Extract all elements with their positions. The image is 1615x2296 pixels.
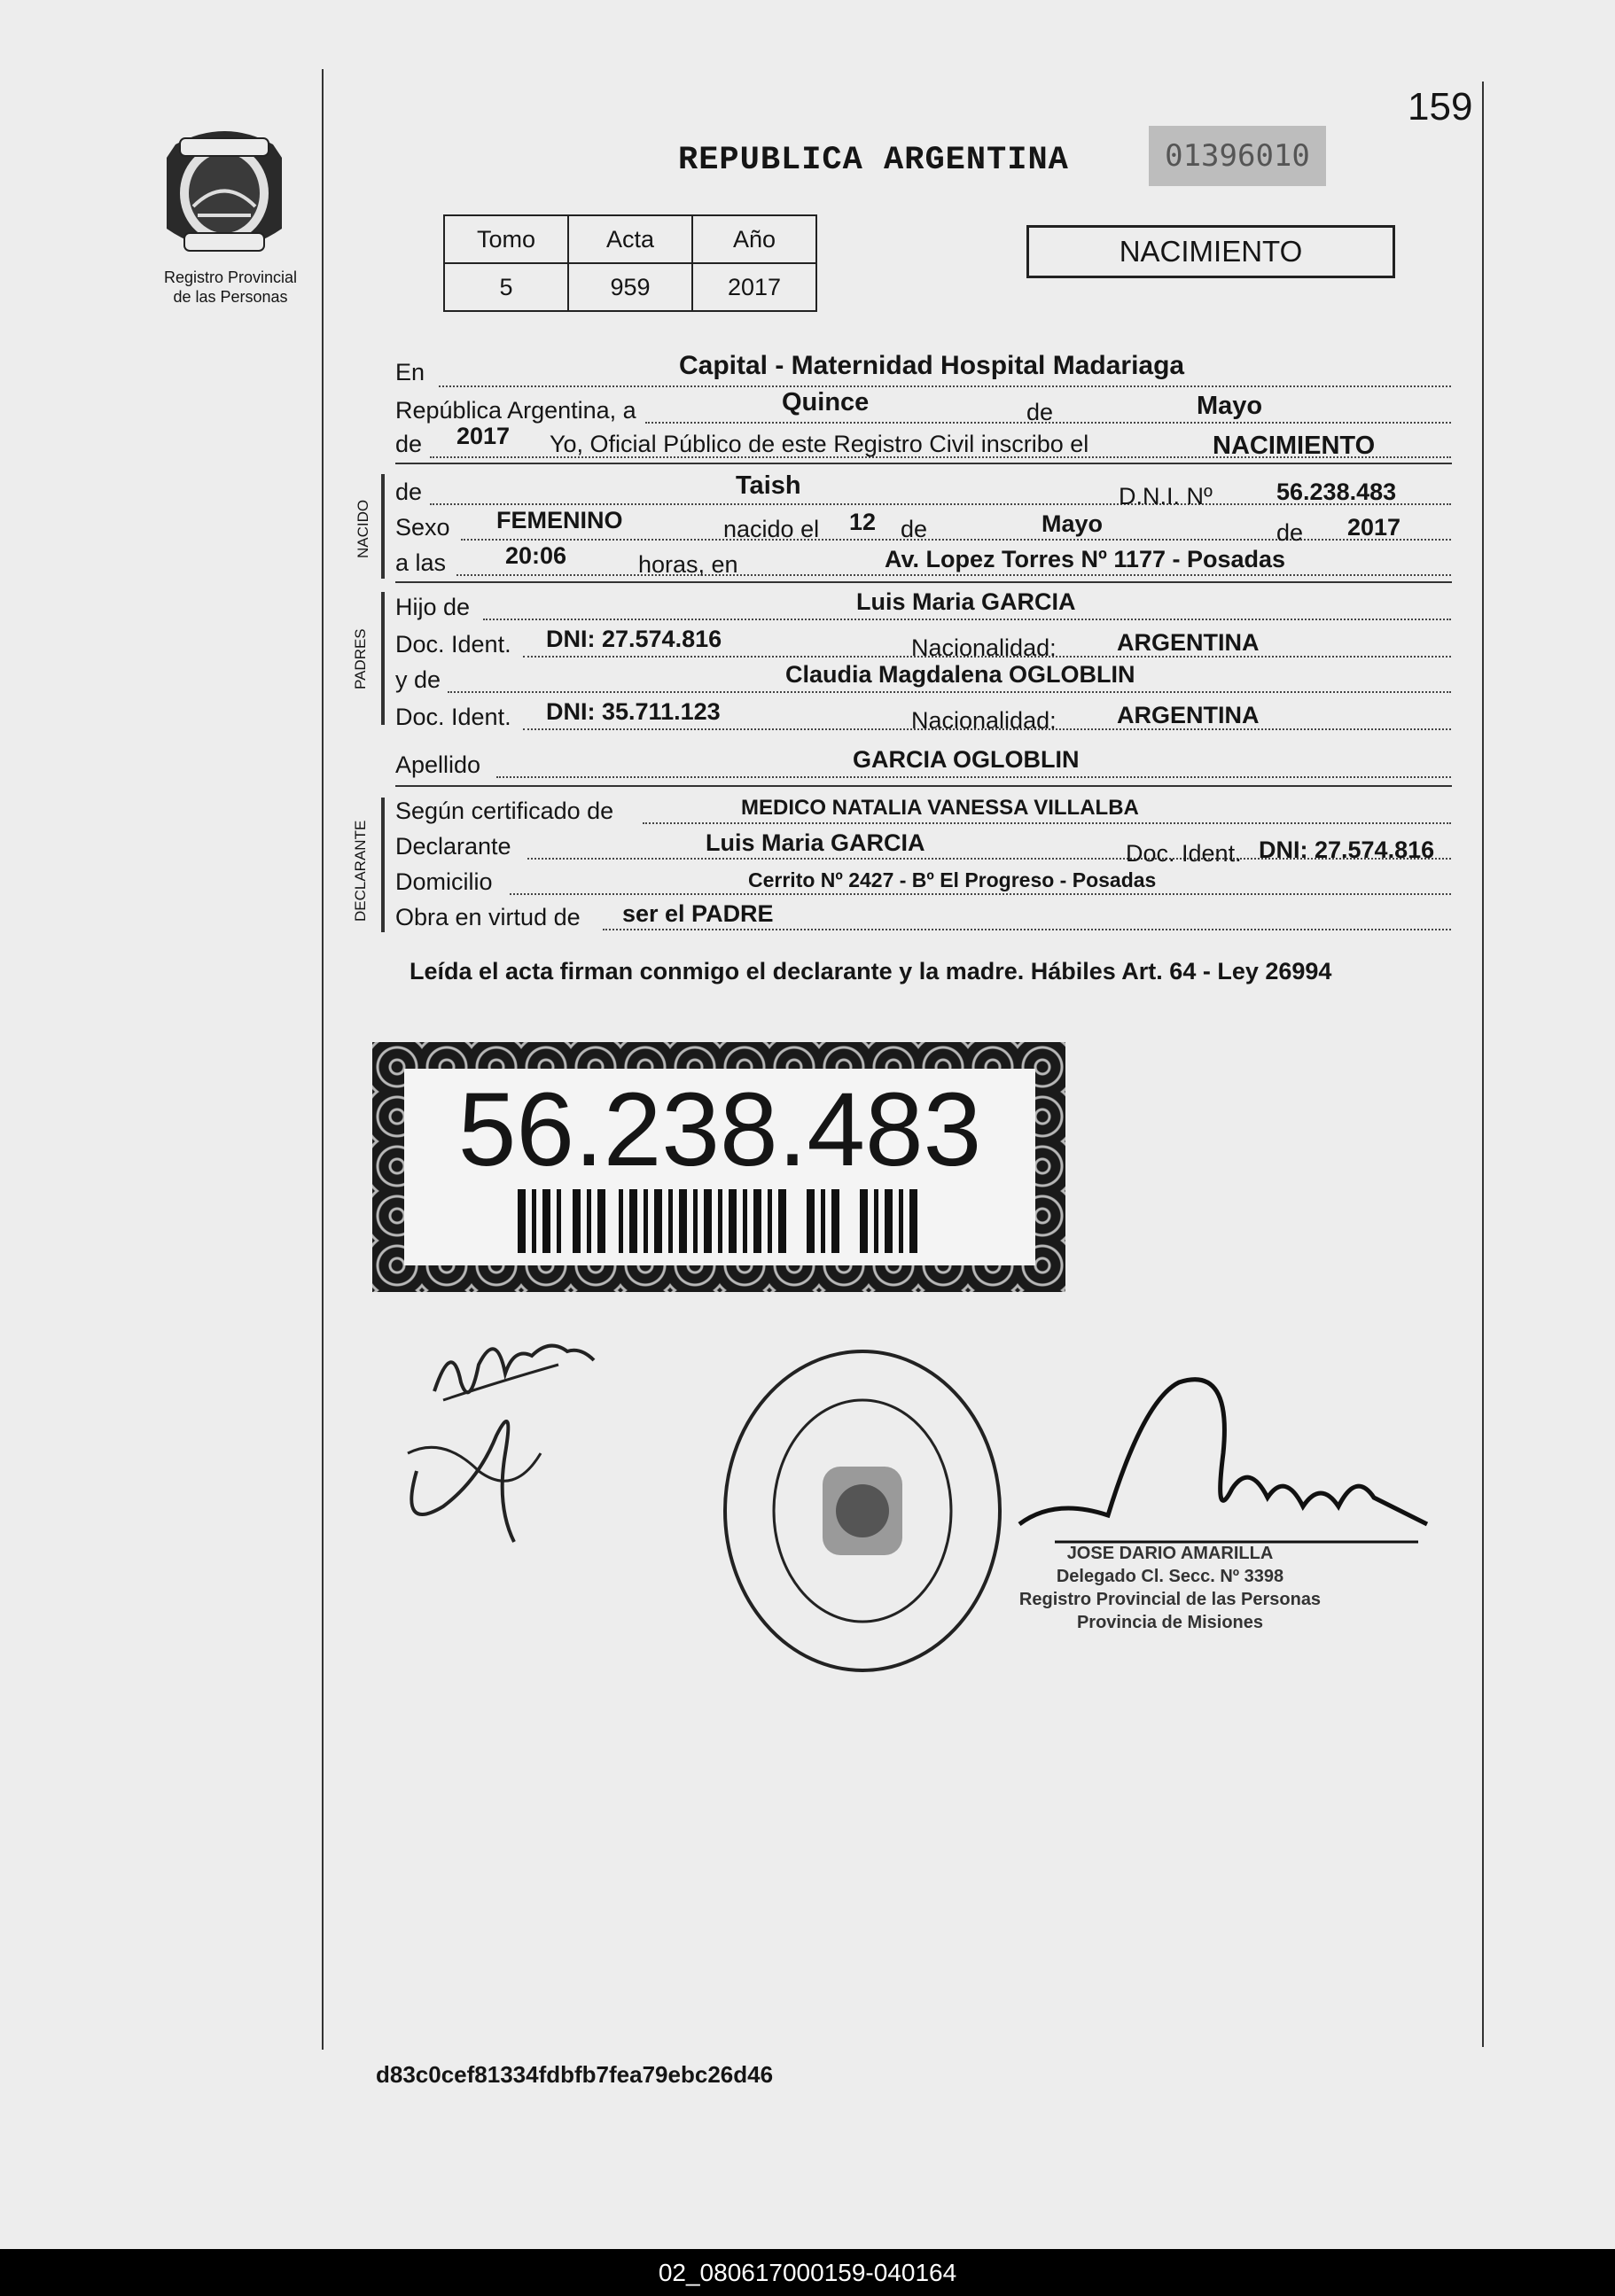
- label-doc-ident: Doc. Ident.: [395, 631, 511, 658]
- section-bar: [381, 474, 385, 579]
- right-margin-line: [1482, 82, 1484, 2047]
- label-hijo-de: Hijo de: [395, 594, 471, 620]
- signature-2: [390, 1400, 567, 1551]
- official-office: Registro Provincial de las Personas: [1018, 1590, 1322, 1609]
- month-value: Mayo: [1197, 392, 1263, 420]
- birth-month-value: Mayo: [1042, 510, 1104, 537]
- table-cell: 959: [568, 263, 692, 311]
- label-de: de: [1026, 399, 1054, 425]
- official-name-stamp: [1002, 1542, 1338, 1634]
- certificate-value: MEDICO NATALIA VANESSA VILLALBA: [741, 796, 1139, 820]
- official-name: JOSE DARIO AMARILLA: [1066, 1544, 1274, 1563]
- document-title: REPUBLICA ARGENTINA: [678, 142, 1069, 179]
- table-header-cell: Tomo: [444, 215, 568, 263]
- closing-statement: Leída el acta firman conmigo el declarante y la madre. Hábiles Art. 64 - Ley 26994: [410, 958, 1332, 985]
- province-seal-logo: [158, 122, 291, 264]
- dotted-line: [439, 385, 1451, 387]
- divider: [395, 463, 1452, 464]
- declarant-name-value: Luis Maria GARCIA: [706, 829, 925, 856]
- birth-day-value: 12: [849, 509, 877, 535]
- place-value: Capital - Maternidad Hospital Madariaga: [679, 351, 1185, 380]
- label-de: de: [395, 479, 423, 505]
- official-title: Delegado Cl. Secc. Nº 3398: [1056, 1567, 1284, 1586]
- section-bar: [381, 592, 385, 725]
- registry-seal-stamp: [716, 1343, 1009, 1679]
- label-sexo: Sexo: [395, 514, 450, 541]
- dotted-line: [496, 776, 1451, 778]
- sticker-dni-number: 56.238.483: [457, 1071, 982, 1188]
- father-doc-value: DNI: 27.574.816: [546, 626, 722, 652]
- logo-caption-line1: Registro Provincial: [163, 269, 298, 286]
- document-hash: d83c0cef81334fdbfb7fea79ebc26d46: [376, 2061, 774, 2088]
- table-header-cell: Acta: [568, 215, 692, 263]
- dotted-line: [643, 822, 1451, 824]
- label-de: de: [901, 516, 928, 542]
- table-cell: 2017: [692, 263, 816, 311]
- label-de: de: [395, 431, 423, 457]
- year-value: 2017: [456, 423, 511, 449]
- dotted-line: [448, 691, 1451, 693]
- dni-value: 56.238.483: [1276, 479, 1397, 505]
- label-segun: Según certificado de: [395, 798, 614, 824]
- label-doc-ident: Doc. Ident.: [395, 704, 511, 730]
- address-value: Cerrito Nº 2427 - Bº El Progreso - Posadas: [748, 868, 1157, 891]
- day-value: Quince: [782, 388, 870, 416]
- father-name-value: Luis Maria GARCIA: [856, 588, 1076, 615]
- declarant-doc-value: DNI: 27.574.816: [1259, 837, 1435, 863]
- label-horas-en: horas, en: [638, 551, 738, 578]
- label-nacionalidad: Nacionalidad:: [911, 634, 1057, 661]
- logo-caption-line2: de las Personas: [173, 288, 288, 306]
- sticker-inner-panel: [404, 1069, 1035, 1265]
- label-dni-no: D.N.I. Nº: [1119, 483, 1213, 510]
- logo-caption: [133, 268, 328, 307]
- label-en: En: [395, 359, 425, 385]
- dotted-line: [603, 929, 1451, 930]
- mother-nationality-value: ARGENTINA: [1117, 702, 1260, 728]
- label-republica: República Argentina, a: [395, 397, 636, 424]
- dotted-line: [510, 893, 1451, 895]
- mother-doc-value: DNI: 35.711.123: [546, 698, 721, 725]
- label-nacionalidad: Nacionalidad:: [911, 707, 1057, 734]
- table-header-cell: Año: [692, 215, 816, 263]
- label-doc-ident: Doc. Ident.: [1126, 840, 1242, 867]
- divider: [395, 581, 1452, 583]
- time-value: 20:06: [505, 542, 567, 569]
- dotted-line: [483, 619, 1451, 620]
- name-value: Taish: [736, 471, 801, 500]
- label-declarante: Declarante: [395, 833, 511, 860]
- birth-year-value: 2017: [1347, 514, 1401, 541]
- record-type-box: NACIMIENTO: [1026, 225, 1395, 278]
- table-cell: 5: [444, 263, 568, 311]
- label-obra: Obra en virtud de: [395, 904, 581, 930]
- table-row: [444, 263, 816, 311]
- surname-value: GARCIA OGLOBLIN: [853, 746, 1080, 773]
- side-label-padres: PADRES: [352, 628, 369, 689]
- side-label-declarante: DECLARANTE: [352, 820, 369, 922]
- label-domicilio: Domicilio: [395, 868, 493, 895]
- table-header-row: [444, 215, 816, 263]
- dotted-line: [456, 574, 1451, 576]
- barcode: [518, 1189, 922, 1253]
- mother-name-value: Claudia Magdalena OGLOBLIN: [785, 661, 1135, 688]
- sex-value: FEMENINO: [496, 507, 623, 533]
- official-province: Provincia de Misiones: [1076, 1613, 1264, 1632]
- label-de: de: [1276, 519, 1304, 546]
- tomo-acta-table: [443, 214, 817, 312]
- left-margin-line: [322, 69, 324, 2050]
- father-nationality-value: ARGENTINA: [1117, 629, 1260, 656]
- label-oficial: Yo, Oficial Público de este Registro Civil inscribo el: [550, 431, 1089, 457]
- label-a-las: a las: [395, 549, 447, 576]
- serial-number: 01396010: [1149, 126, 1326, 186]
- dni-sticker: [372, 1042, 1065, 1292]
- page-number: 159: [1408, 85, 1473, 128]
- record-kind-value: NACIMIENTO: [1213, 432, 1376, 460]
- birth-address-value: Av. Lopez Torres Nº 1177 - Posadas: [885, 546, 1286, 572]
- reason-value: ser el PADRE: [622, 900, 774, 927]
- side-label-nacido: NACIDO: [355, 499, 371, 558]
- label-y-de: y de: [395, 666, 441, 693]
- footer-bar: [0, 2249, 1615, 2296]
- label-nacido-el: nacido el: [723, 516, 820, 542]
- divider: [395, 785, 1452, 787]
- label-apellido: Apellido: [395, 751, 481, 778]
- section-bar: [381, 798, 385, 932]
- footer-id: 02_080617000159-040164: [658, 2259, 957, 2286]
